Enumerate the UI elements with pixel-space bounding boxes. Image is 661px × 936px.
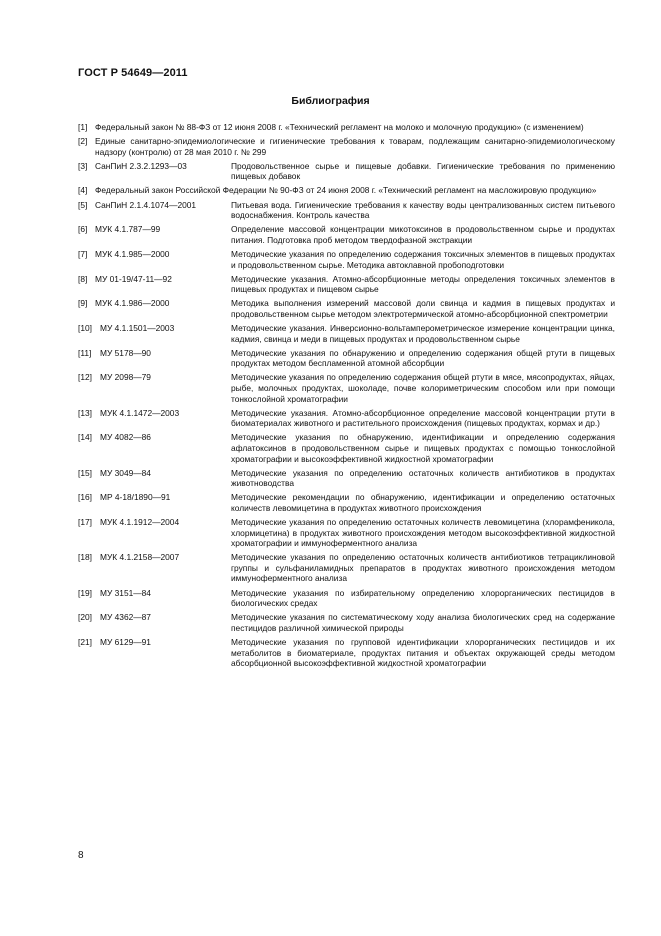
entry-number: [6] [78, 224, 88, 235]
entry-number: [17] [78, 517, 92, 527]
entry-title: Методические указания. Атомно-абсорбционное определение массовой концентрации ртути в биоматериалах животного и растительного происхождения (пищевых продуктах, кормах и др.) [231, 407, 615, 429]
entry-number: [8] [78, 273, 88, 284]
entry-number: [14] [78, 432, 92, 443]
entry-title: Методические указания по обнаружению и определению содержания общей ртути в пищевых продуктах методом беспламенной атомной абсорбции [231, 347, 615, 369]
entry-document-code: СанПиН 2.1.4.1074—2001 [95, 199, 197, 210]
bibliography-entry [78, 408, 615, 429]
entry-number: [1] [78, 122, 88, 132]
entry-title: Методические указания по избирательному определению хлорорганических пестицидов в биологических средах [231, 587, 615, 609]
bibliography-entry [78, 552, 615, 584]
entry-title: Методические рекомендации по обнаружению, идентификации и определению остаточных количеств левомицетина в продуктах животного происхождения [231, 492, 615, 513]
entry-title: Методические указания по определению остаточных количеств левомицетина (хлорамфеникола, хлормицетина) в продуктах животного происхождения методом высокоэффективной жидкостной хроматографии и иммуноферментного анализа [231, 517, 615, 549]
entry-document-code: МУ 01-19/47-11—92 [95, 273, 172, 284]
entry-number: [20] [78, 612, 92, 623]
bibliography-entry [78, 323, 615, 344]
entry-document-code: МУ 5178—90 [100, 347, 151, 358]
entry-document-code: МУК 4.1.985—2000 [95, 248, 170, 259]
entry-title: Федеральный закон № 88-ФЗ от 12 июня 2008 г. «Технический регламент на молоко и молочную продукцию» (с изменением) [95, 122, 584, 132]
bibliography-entry [78, 348, 615, 369]
entry-title: Методические указания. Инверсионно-вольтамперометрическое измерение концентрации цинка, кадмия, свинца и меди в пищевых продуктах и продовольственном сырье [231, 323, 615, 344]
entry-number: [3] [78, 160, 88, 171]
entry-number: [2] [78, 136, 88, 147]
entry-document-code: МУК 4.1.986—2000 [95, 298, 170, 309]
entry-number: [18] [78, 552, 92, 563]
entry-number: [5] [78, 199, 88, 210]
entry-document-code: МУК 4.1.2158—2007 [100, 552, 180, 563]
entry-title: Методические указания по определению содержания токсичных элементов в пищевых продуктах и продовольственном сырье. Методика автоклавной пробоподготовки [231, 248, 615, 270]
bibliography-entry [78, 588, 615, 609]
bibliography-entry [78, 122, 615, 133]
entry-document-code: МУ 4082—86 [100, 432, 151, 443]
bibliography-entry [78, 468, 615, 489]
bibliography-entry [78, 224, 615, 245]
entry-number: [12] [78, 372, 92, 383]
entry-number: [21] [78, 636, 92, 647]
entry-document-code: МУ 6129—91 [100, 636, 151, 647]
entry-document-code: МУК 4.1.787—99 [95, 224, 161, 235]
bibliography-entry [78, 200, 615, 221]
entry-title: Методика выполнения измерений массовой доли свинца и кадмия в пищевых продуктах и продовольственном сырье методом электротермической атомно-абсорбционной спектрометрии [231, 298, 615, 319]
entry-title: Питьевая вода. Гигиенические требования к качеству воды централизованных систем питьевого водоснабжения. Контроль качества [231, 199, 615, 221]
entry-title: Единые санитарно-эпидемиологические и гигиенические требования к товарам, подлежащим санитарно-эпидемиологическому надзору (контролю) от 28 мая 2010 г. № 299 [95, 136, 615, 157]
bibliography-entry [78, 517, 615, 549]
entry-number: [15] [78, 467, 92, 478]
bibliography-entry [78, 185, 615, 196]
entry-title: Методические указания по систематическому ходу анализа биологических сред на содержание пестицидов различной химической природы [231, 612, 615, 633]
entry-title: Продовольственное сырье и пищевые добавки. Гигиенические требования по применению пищевых добавок [231, 160, 615, 182]
entry-number: [16] [78, 492, 92, 503]
entry-number: [10] [78, 323, 92, 333]
entry-document-code: МУК 4.1.1912—2004 [100, 517, 180, 527]
entry-title: Методические указания по определению остаточных количеств антибиотиков в продуктах животноводства [231, 467, 615, 489]
entry-number: [9] [78, 298, 88, 309]
entry-title: Методические указания по обнаружению, идентификации и определению содержания афлатоксинов в продовольственном сырье и пищевых продуктах с помощью тонкослойной хроматографии и высокоэффективной жидкостной хроматографии [231, 432, 615, 464]
page-number: 8 [78, 850, 84, 861]
bibliography-entry [78, 372, 615, 404]
entry-title: Определение массовой концентрации микотоксинов в продовольственном сырье и продуктах питания. Подготовка проб методом твердофазной экстракции [231, 224, 615, 245]
entry-title: Федеральный закон Российской Федерации № 90-ФЗ от 24 июня 2008 г. «Технический регламент на масложировую продукцию» [95, 185, 597, 196]
entry-document-code: СанПиН 2.3.2.1293—03 [95, 160, 187, 171]
bibliography-entry [78, 637, 615, 669]
bibliography-entry [78, 432, 615, 464]
entry-title: Методические указания по групповой идентификации хлорорганических пестицидов и их метаболитов в биоматериале, продуктах питания и объектах окружающей среды методом абсорбционной высокоэффективной жидкостной хроматографии [231, 636, 615, 669]
entry-document-code: МУ 4362—87 [100, 612, 151, 623]
bibliography-entry [78, 274, 615, 295]
entry-document-code: МУ 3151—84 [100, 587, 151, 598]
bibliography-entry [78, 249, 615, 270]
section-title: Библиография [291, 95, 370, 107]
entry-title: Методические указания по определению содержания общей ртути в мясе, мясопродуктах, яйцах, рыбе, молочных продуктах, шоколаде, почве колориметрическим способом или при помощи тонкослойной хроматографии [231, 372, 615, 404]
standard-code-header: ГОСТ Р 54649—2011 [78, 67, 188, 79]
bibliography-entry [78, 298, 615, 319]
entry-document-code: МУ 2098—79 [100, 372, 151, 383]
bibliography-list [78, 122, 615, 672]
entry-number: [13] [78, 407, 92, 418]
bibliography-entry [78, 136, 615, 157]
entry-number: [7] [78, 248, 88, 259]
bibliography-entry [78, 612, 615, 633]
entry-document-code: МР 4-18/1890—91 [100, 492, 171, 503]
entry-number: [11] [78, 347, 92, 358]
entry-title: Методические указания по определению остаточных количеств антибиотиков тетрациклиновой группы и сульфаниламидных препаратов в продуктах животного происхождения методом иммуноферментного анализа [231, 552, 615, 584]
entry-number: [19] [78, 587, 92, 598]
entry-document-code: МУК 4.1.1472—2003 [100, 407, 180, 418]
entry-document-code: МУ 4.1.1501—2003 [100, 323, 175, 333]
entry-title: Методические указания. Атомно-абсорбционные методы определения токсичных элементов в пищевых продуктах и пищевом сырье [231, 273, 615, 295]
bibliography-entry [78, 492, 615, 513]
bibliography-entry [78, 161, 615, 182]
entry-number: [4] [78, 185, 88, 196]
entry-document-code: МУ 3049—84 [100, 467, 151, 478]
